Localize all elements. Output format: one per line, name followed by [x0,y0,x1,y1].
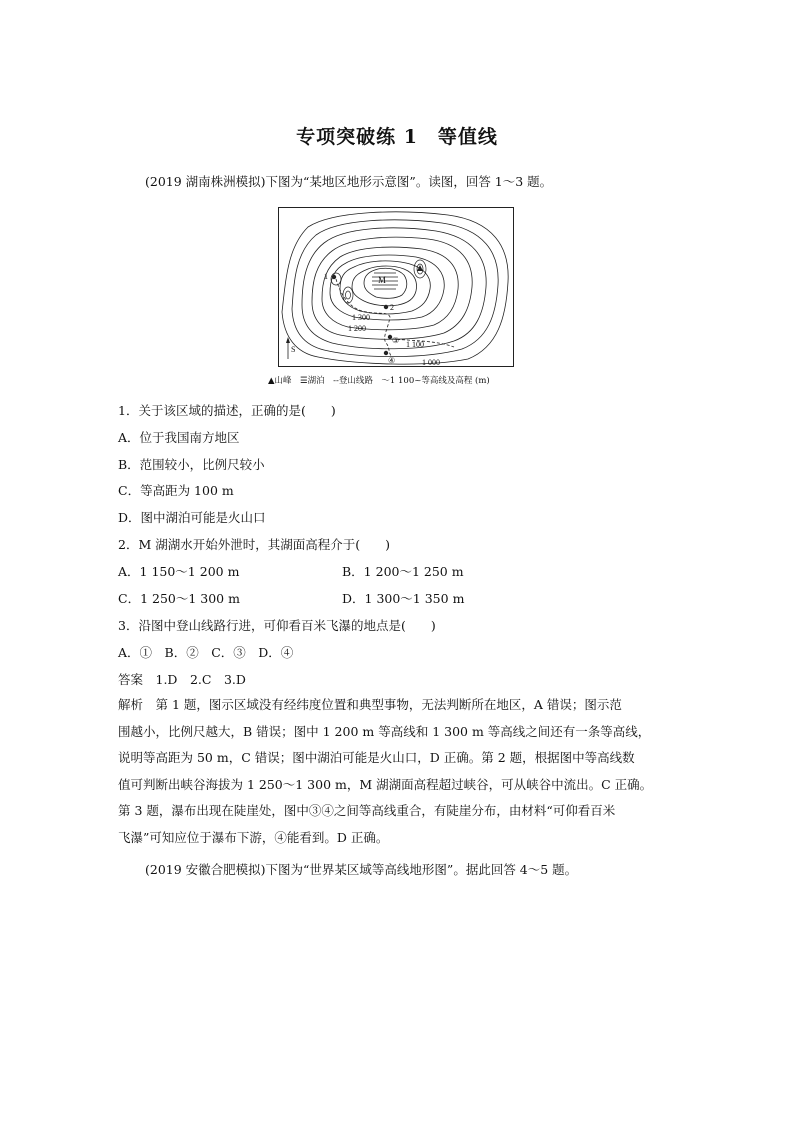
map-label-point-4: ④ [388,356,396,365]
map-label-contour-1000: 1 000 [422,358,440,367]
page-title: 专项突破练 1 等值线 [296,126,498,148]
q2-option-c: C．1 250～1 300 m [118,591,240,606]
map-legend: ▲山峰 ☰湖泊 --登山线路 〜1 100~等高线及高程 (m) [268,376,490,386]
intro-1: (2019 湖南株洲模拟)下图为“某地区地形示意图”。读图，回答 1～3 题。 [145,174,553,189]
q2-option-d: D．1 300～1 350 m [342,591,465,606]
analysis-line: 解析 第 1 题，图示区域没有经纬度位置和典型事物，无法判断所在地区，A 错误；图示范 [118,697,622,712]
q2-stem: 2．M 湖湖水开始外泄时，其湖面高程介于( ) [118,537,390,552]
map-label-contour-1300: 1 300 [352,313,370,322]
q3-options: A．① B．② C．③ D．④ [118,645,294,660]
intro-2: (2019 安徽合肥模拟)下图为“世界某区域等高线地形图”。据此回答 4～5 题。 [145,862,578,877]
q1-option-d: D．图中湖泊可能是火山口 [118,510,266,525]
analysis [118,692,684,851]
analysis-line: 飞瀑”可知应位于瀑布下游，④能看到。D 正确。 [118,829,389,845]
map-label-point-3: ③ [392,336,400,345]
topographic-map [278,207,514,367]
analysis-line: 围越小，比例尺越大，B 错误；图中 1 200 m 等高线和 1 300 m 等高线之间还有一条等高线， [118,723,651,739]
q2-option-b: B．1 200～1 250 m [342,564,464,579]
analysis-line: 说明等高距为 50 m，C 错误；图中湖泊可能是火山口，D 正确。第 2 题，根据图中等高线数 [118,750,635,765]
q1-option-c: C．等高距为 100 m [118,483,234,498]
map-label-point-1: 1 [324,272,328,281]
q1-option-b: B．范围较小，比例尺较小 [118,457,265,472]
q1-stem: 1．关于该区域的描述，正确的是( ) [118,403,336,418]
q2-option-a: A．1 150～1 200 m [118,564,240,579]
map-label-south: S [291,345,296,354]
answer: 答案 1.D 2.C 3.D [118,672,246,687]
analysis-line: 值可判断出峡谷海拔为 1 250～1 300 m，M 湖湖面高程超过峡谷，可从峡谷中流出。C 正确。 [118,776,653,792]
map-label-m: M [378,275,387,285]
analysis-line: 第 3 题，瀑布出现在陡崖处，图中③④之间等高线重合，有陡崖分布，由材料“可仰看百米 [118,803,616,818]
map-label-contour-1200: 1 200 [348,324,366,333]
q3-stem: 3．沿图中登山线路行进，可仰看百米飞瀑的地点是( ) [118,618,436,633]
map-label-point-2: 2 [390,303,394,312]
q1-option-a: A．位于我国南方地区 [118,430,240,445]
map-label-contour-1100: 1 100 [406,340,424,349]
